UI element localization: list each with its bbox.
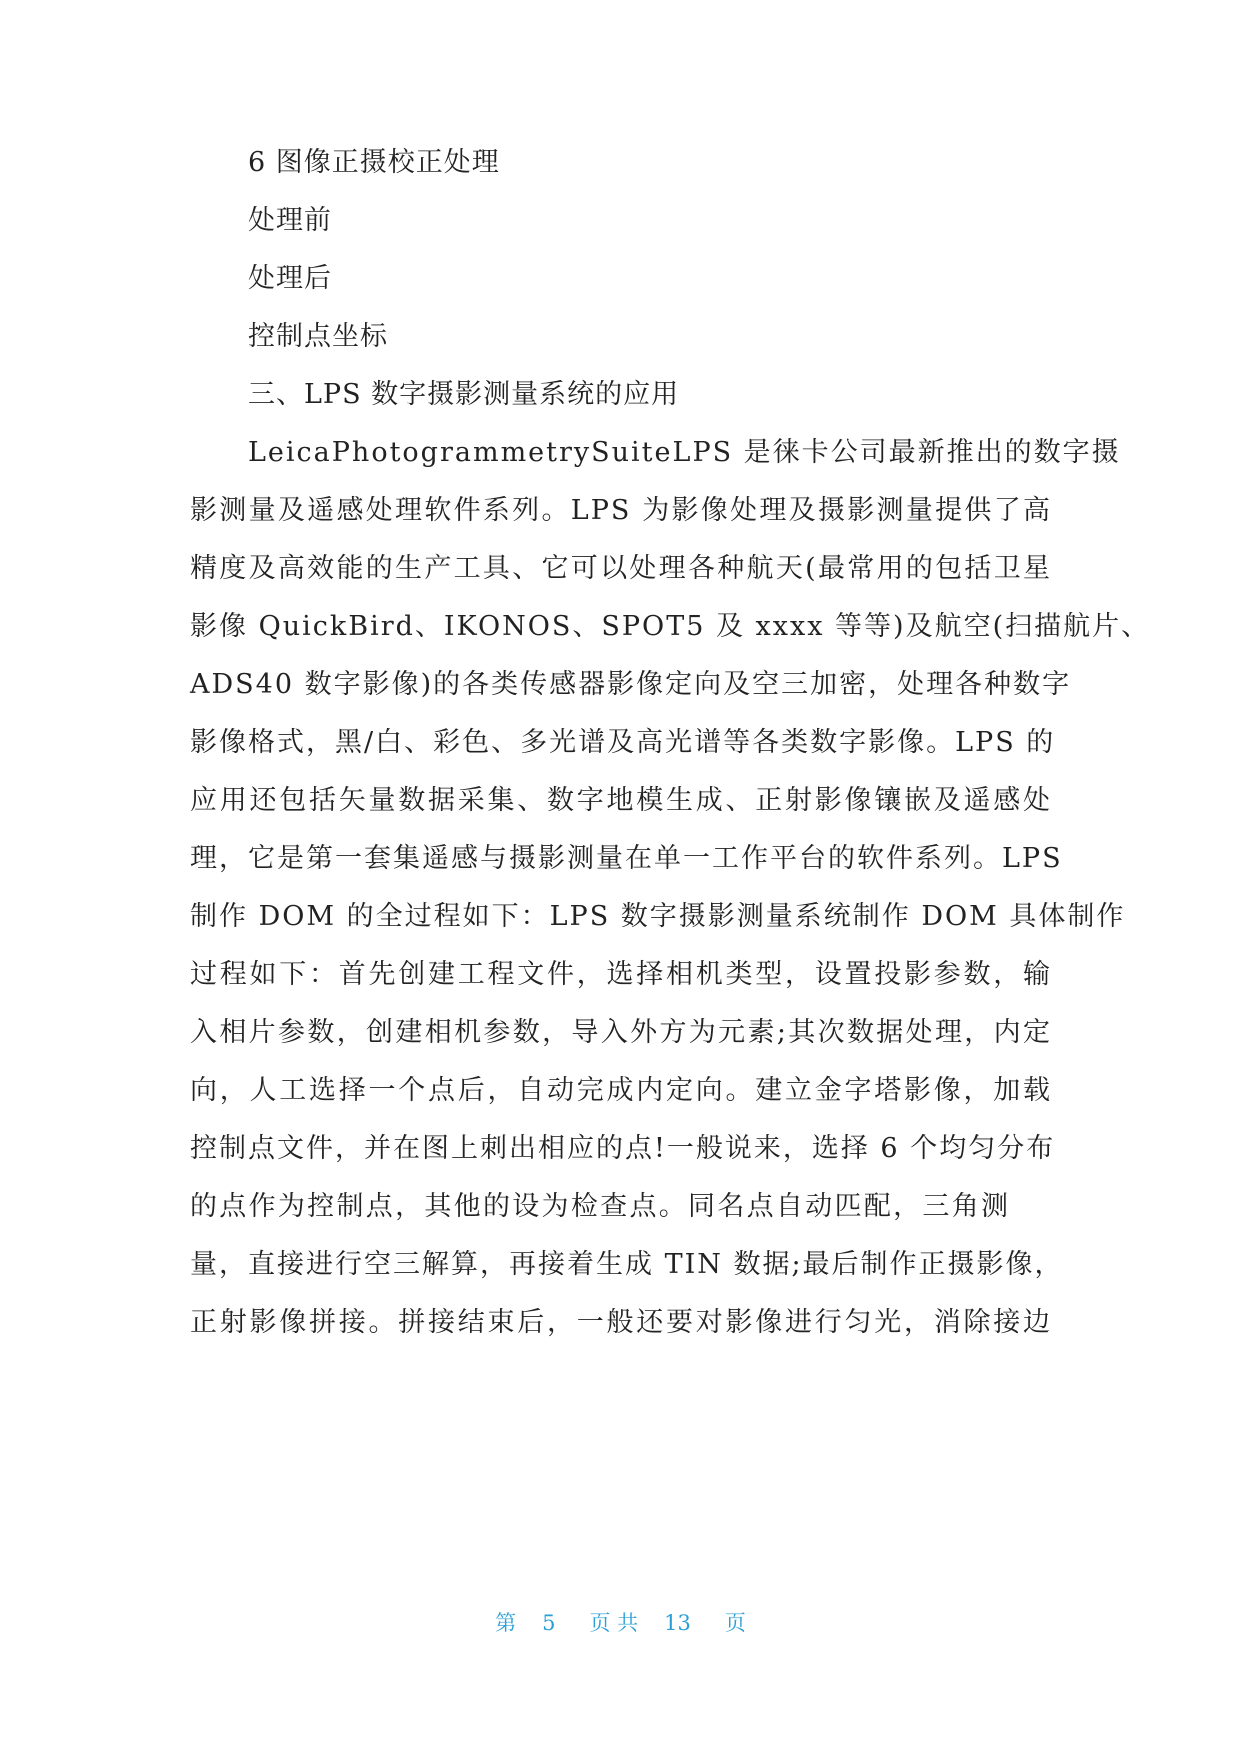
paragraph-line: 影测量及遥感处理软件系列。LPS 为影像处理及摄影测量提供了高 [190, 495, 1052, 526]
paragraph-line: 量，直接进行空三解算，再接着生成 TIN 数据;最后制作正摄影像， [190, 1249, 1064, 1280]
paragraph-line: 影像 QuickBird、IKONOS、SPOT5 及 xxxx 等等)及航空(扫描航片、 [190, 611, 1151, 642]
label-before-processing: 处理前 [248, 205, 332, 236]
paragraph-line: 过程如下：首先创建工程文件，选择相机类型，设置投影参数，输 [190, 959, 1052, 990]
footer-prefix: 第 [495, 1611, 517, 1635]
label-control-point-coordinates: 控制点坐标 [248, 321, 388, 352]
paragraph-line: 制作 DOM 的全过程如下：LPS 数字摄影测量系统制作 DOM 具体制作 [190, 901, 1126, 932]
footer-total-pages: 13 [664, 1611, 691, 1635]
paragraph-line: 控制点文件，并在图上刺出相应的点!一般说来，选择 6 个均匀分布 [190, 1133, 1056, 1164]
footer-suffix: 页 [724, 1611, 746, 1635]
page-footer [0, 1608, 1241, 1638]
label-after-processing: 处理后 [248, 263, 332, 294]
paragraph-line: LeicaPhotogrammetrySuiteLPS 是徕卡公司最新推出的数字摄 [248, 437, 1121, 468]
paragraph-line: ADS40 数字影像)的各类传感器影像定向及空三加密，处理各种数字 [190, 669, 1072, 700]
paragraph-line: 正射影像拼接。拼接结束后，一般还要对影像进行匀光，消除接边 [190, 1307, 1052, 1338]
paragraph-line: 精度及高效能的生产工具、它可以处理各种航天(最常用的包括卫星 [190, 553, 1052, 584]
footer-middle: 页 共 [589, 1611, 639, 1635]
paragraph-line: 应用还包括矢量数据采集、数字地模生成、正射影像镶嵌及遥感处 [190, 785, 1052, 816]
paragraph-line: 理，它是第一套集遥感与摄影测量在单一工作平台的软件系列。LPS [190, 843, 1063, 874]
footer-current-page: 5 [542, 1611, 556, 1635]
section-heading-image-correction: 6 图像正摄校正处理 [248, 147, 500, 178]
paragraph-line: 入相片参数，创建相机参数，导入外方为元素;其次数据处理，内定 [190, 1017, 1052, 1048]
paragraph-line: 向，人工选择一个点后，自动完成内定向。建立金字塔影像，加载 [190, 1075, 1052, 1106]
paragraph-line: 的点作为控制点，其他的设为检查点。同名点自动匹配，三角测 [190, 1191, 1010, 1222]
paragraph-line: 影像格式，黑/白、彩色、多光谱及高光谱等各类数字影像。LPS 的 [190, 727, 1056, 758]
section-heading-lps-application: 三、LPS 数字摄影测量系统的应用 [248, 379, 680, 410]
